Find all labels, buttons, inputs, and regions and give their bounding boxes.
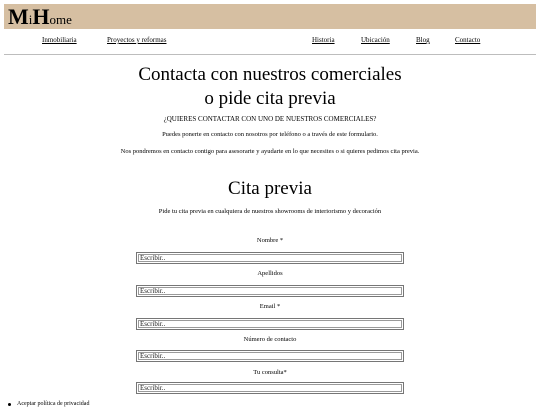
label-email: Email * (259, 303, 281, 310)
header-bar (4, 4, 536, 29)
input-email[interactable] (136, 318, 404, 330)
nav-link-contacto[interactable]: Contacto (455, 36, 481, 44)
logo-letter-h: H (32, 4, 50, 29)
logo-letter-m: M (8, 4, 29, 29)
privacy-label: Aceptar política de privacidad (17, 401, 90, 407)
privacy-consent-item[interactable] (8, 401, 89, 407)
input-apellidos[interactable] (136, 285, 404, 297)
nav-link-inmobiliaria[interactable]: Inmobiliaria (42, 36, 77, 44)
contact-text-1: Puedes ponerte en contacto con nosotros por teléfono o a través de este formulario. (162, 131, 378, 138)
appointment-title: Cita previa (228, 178, 312, 199)
input-nombre[interactable] (136, 252, 404, 264)
appointment-subtitle: Pide tu cita previa en cualquiera de nuestros showrooms de interiorismo y decoración (158, 208, 382, 215)
logo-letters-ome: ome (49, 12, 72, 27)
label-numero-contacto: Número de contacto (243, 336, 297, 343)
label-consulta: Tu consulta* (253, 369, 287, 376)
nav-link-proyectos[interactable]: Proyectos y reformas (107, 36, 167, 44)
contact-title-line2: o pide cita previa (204, 88, 336, 109)
nav-link-ubicacion[interactable]: Ubicación (361, 36, 390, 44)
nav-link-blog[interactable]: Blog (416, 36, 430, 44)
input-numero-contacto[interactable] (136, 350, 404, 362)
label-nombre: Nombre * (256, 237, 284, 244)
label-apellidos: Apellidos (257, 270, 283, 277)
contact-title-line1: Contacta con nuestros comerciales (138, 64, 402, 85)
contact-text-2: Nos pondremos en contacto contigo para asesorarte y ayudarte en lo que necesites o si quieres pedimos cita previa. (120, 148, 420, 155)
bullet-icon (8, 403, 11, 406)
input-consulta[interactable] (136, 382, 404, 394)
logo-letter-i: i (28, 12, 33, 27)
contact-question: ¿QUIERES CONTACTAR CON UNO DE NUESTROS COMERCIALES? (163, 115, 377, 123)
nav-link-historia[interactable]: Historia (312, 36, 335, 44)
site-logo[interactable] (8, 6, 72, 31)
main-nav (0, 36, 540, 48)
header-divider (4, 54, 536, 55)
